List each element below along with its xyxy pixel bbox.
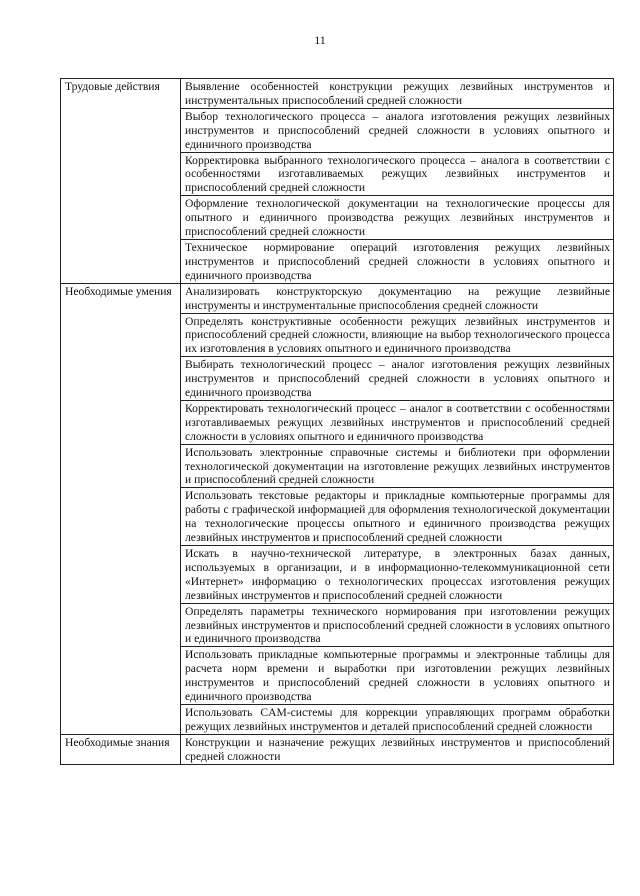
requirement-text: Выявление особенностей конструкции режущих лезвийных инструментов и инструментальных приспособлений средней сложности [181, 79, 614, 109]
requirement-text: Техническое нормирование операций изготовления режущих лезвийных инструментов и приспособлений средней сложности в условиях опытного и единичного производства [181, 239, 614, 283]
requirement-text: Определять конструктивные особенности режущих лезвийных инструментов и приспособлений средней сложности, влияющие на выбор технологического процесса их изготовления в условиях опытного и единичного производства [181, 313, 614, 357]
table-row [61, 283, 614, 313]
table-row [61, 734, 614, 764]
requirement-text: Использовать электронные справочные системы и библиотеки при оформлении технологической документации на изготовление режущих лезвийных инструментов и приспособлений средней сложности [181, 444, 614, 488]
table-row [61, 79, 614, 109]
page-number: 11 [314, 33, 326, 47]
section-label: Необходимые умения [61, 283, 181, 734]
requirement-text: Анализировать конструкторскую документацию на режущие лезвийные инструменты и инструментальные приспособления средней сложности [181, 283, 614, 313]
requirements-table [60, 78, 614, 765]
requirement-text: Корректировка выбранного технологического процесса – аналога в соответствии с особенностями изготавливаемых режущих лезвийных инструментов и приспособлений средней сложности [181, 152, 614, 196]
requirement-text: Использовать прикладные компьютерные программы и электронные таблицы для расчета норм времени и выработки при изготовлении режущих лезвийных инструментов и приспособлений средней сложности в условиях опытного и единичного производства [181, 647, 614, 705]
section-label: Необходимые знания [61, 734, 181, 764]
requirement-text: Оформление технологической документации на технологические процессы для опытного и единичного производства режущих лезвийных инструментов и приспособлений средней сложности [181, 196, 614, 240]
requirement-text: Конструкции и назначение режущих лезвийных инструментов и приспособлений средней сложности [181, 734, 614, 764]
requirement-text: Выбор технологического процесса – аналога изготовления режущих лезвийных инструментов и приспособлений средней сложности в условиях опытного и единичного производства [181, 108, 614, 152]
requirement-text: Определять параметры технического нормирования при изготовлении режущих лезвийных инструментов и приспособлений средней сложности в условиях опытного и единичного производства [181, 603, 614, 647]
requirement-text: Искать в научно-технической литературе, в электронных базах данных, используемых в организации, и в информационно-телекоммуникационной сети «Интернет» информацию о технологических процессах изготовления режущих лезвийных инструментов и приспособлений средней сложности [181, 546, 614, 604]
requirement-text: Корректировать технологический процесс – аналог в соответствии с особенностями изготавливаемых режущих лезвийных инструментов и приспособлений средней сложности в условиях опытного и единичного производства [181, 400, 614, 444]
requirement-text: Выбирать технологический процесс – аналог изготовления режущих лезвийных инструментов и приспособлений средней сложности в условиях опытного и единичного производства [181, 357, 614, 401]
requirement-text: Использовать текстовые редакторы и прикладные компьютерные программы для работы с графической информацией для оформления технологической документации на технологические процессы опытного и единичного производства режущих лезвийных инструментов и приспособлений средней сложности [181, 488, 614, 546]
section-label: Трудовые действия [61, 79, 181, 284]
requirement-text: Использовать CAM-системы для коррекции управляющих программ обработки режущих лезвийных инструментов и деталей приспособлений средней сложности [181, 704, 614, 734]
